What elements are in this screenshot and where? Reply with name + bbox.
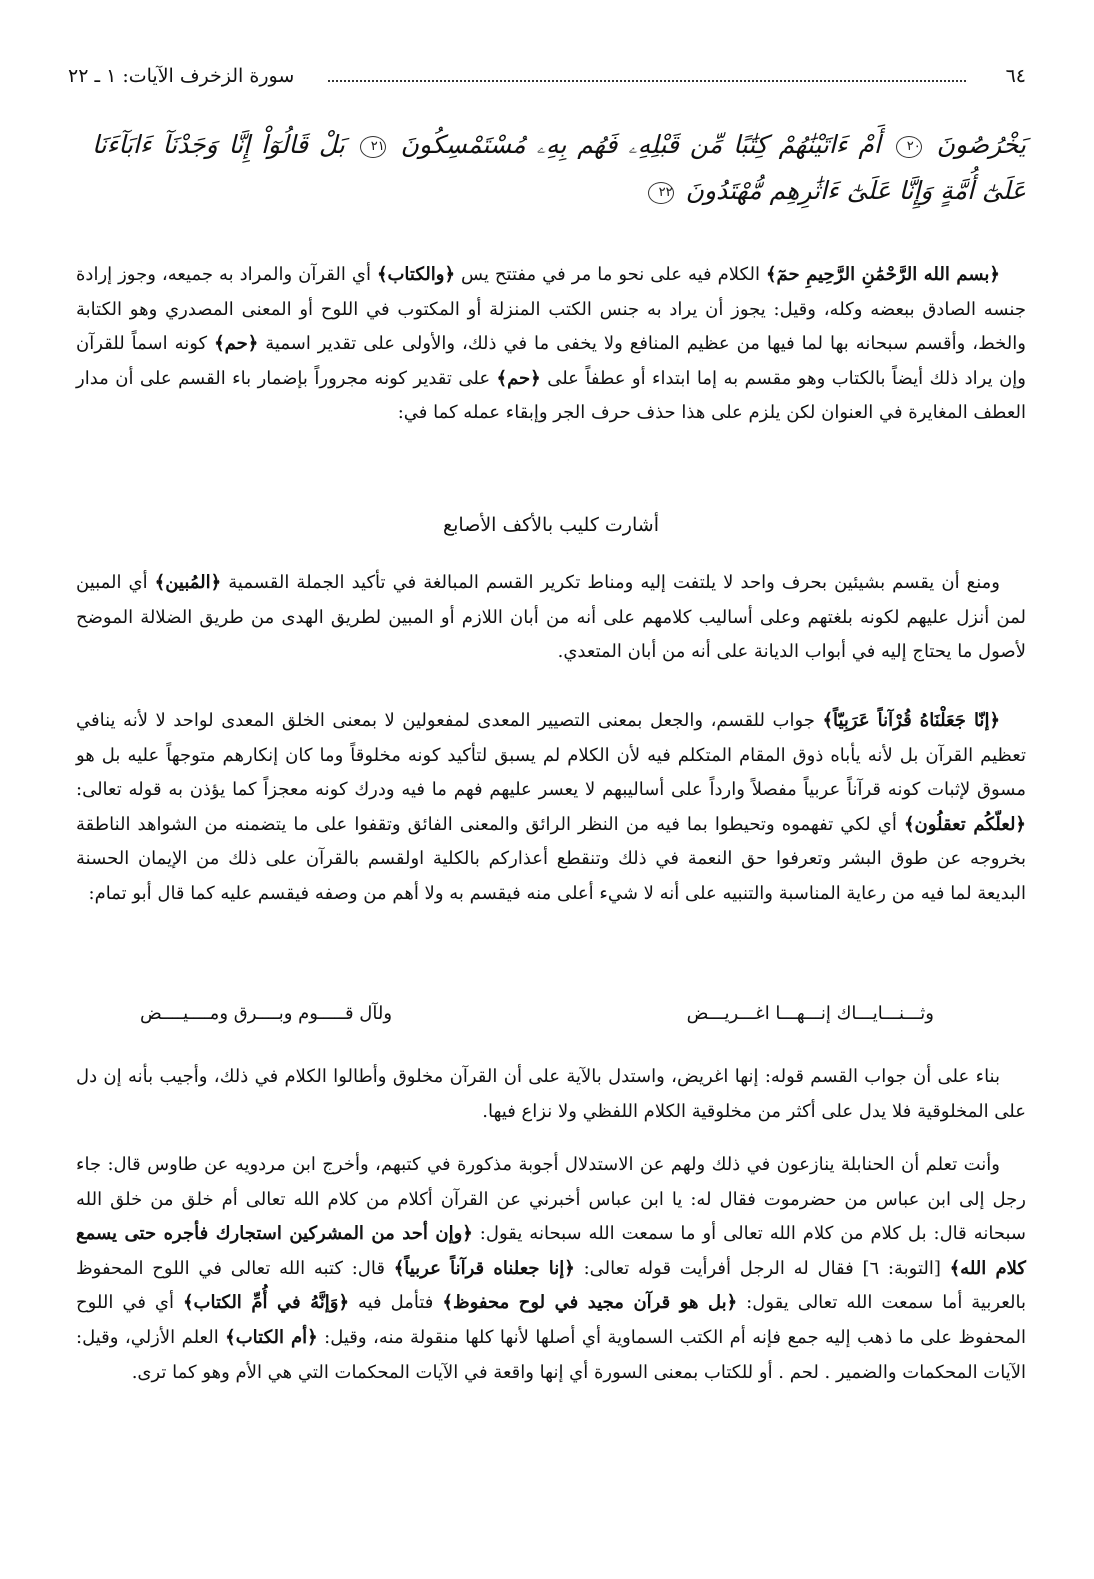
para5-text-5: أي في اللوح المحفوظ على ما ذهب إليه جمع فإنه أم الكتب السماوية أي أصلها لأنها كلها منقولة منه، وقيل: [76, 1292, 1026, 1348]
para4-text-1: بناء على أن جواب القسم قوله: إنها اغريض، واستدل بالآية على أن القرآن مخلوق وأطالوا الكلام في ذلك، وأجيب بأنه إن دل على المخلوقية فلا يدل على أكثر من مخلوقية الكلام اللفظي ولا نزاع فيها. [76, 1066, 1026, 1122]
para5-text-6: العلم الأزلي، وقيل: الآيات المحكمات والضمير . لحم . أو للكتاب بمعنى السورة أي إنها واقعة في الآيات المحكمات التي هي الأم وهو كما ترى. [76, 1326, 1026, 1383]
quote-inna-jaalnahu: ﴿إنّا جَعَلْنَاهُ قُرْآناً عَرَبِيّاً﴾ [822, 710, 1000, 731]
paragraph-4 [76, 1060, 1026, 1129]
quote-inna-jaalnahu-2: ﴿إنا جعلناه قرآناً عربياً﴾ [393, 1257, 575, 1279]
poem-second-hemistich: ولآل قـــــوم وبــــرق ومــــيــــض [140, 1003, 393, 1024]
para3-text-2: أي لكي تفهموه وتحيطوا بما فيه من النظر الرائق والمعنى الفائق وتقفوا على ما يتضمنه من الشواهد الناطقة بخروجه عن طوق البشر وتعرفوا حق النعمة في ذلك وتنقطع أعذاركم بالكلية اولقسم بالقرآن على ذلك من الإيمان الحسنة البديعة لما فيه من رعاية المناسبة والتنبيه على أنه لا شيء أعلى منه فيقسم به ولا أهم من وصفه فيقسم عليه كما قال أبو تمام: [76, 813, 1026, 904]
para5-text-3: قال: كتبه الله تعالى في اللوح المحفوظ بالعربية أما سمعت الله تعالى يقول: [76, 1257, 1026, 1314]
quote-mubin: ﴿المُبين﴾ [154, 572, 222, 593]
poem-first-hemistich: وثـــنـــايـــاك إنـــهـــا اغـــريـــض [686, 1003, 934, 1024]
para1-text-1: الكلام فيه على نحو ما مر في مفتتح يس [461, 264, 760, 285]
verse-number-20: ٢٠ [896, 136, 922, 158]
page-number: ٦٤ [1005, 65, 1026, 87]
para1-text-4: على تقدير كونه مجروراً بإضمار باء القسم على أن مدار العطف المغايرة في العنوان لكن يلزم على هذا حذف حرف الجر وإبقاء عمله كما في: [76, 367, 1026, 424]
quote-ham-2: ﴿حم﴾ [496, 367, 541, 389]
paragraph-2 [76, 566, 1026, 670]
verse-text-b: أَمْ ءَاتَيْنَٰهُمْ كِتَٰبًا مِّن قَبْلِهِۦ فَهُم بِهِۦ مُسْتَمْسِكُونَ [400, 130, 881, 159]
quote-umm-alkitab-2: ﴿أم الكتاب﴾ [225, 1326, 318, 1348]
basmala-quote: ﴿بسم الله الرَّحْمَٰنِ الرَّحِيمِ حمٓ﴾ [765, 264, 1000, 285]
para5-text-4: فتأمل فيه [357, 1292, 434, 1314]
quran-verse-block [92, 122, 1026, 214]
quote-tawba: ﴿وإن أحد من المشركين استجارك فأجره حتى يسمع كلام الله﴾ [76, 1223, 1026, 1279]
verse-text-a: يَخْرُصُونَ [936, 130, 1027, 159]
header-dotted-leader [328, 80, 966, 82]
poem-verse [120, 1003, 984, 1037]
para2-text-2: أي المبين لمن أنزل عليهم لكونه بلغتهم وعلى أساليب كلامهم على أنه من أبان اللازم أو المبين لطريق الهدى من طريق الضلالة الموضح لأصول ما يحتاج إليه في أبواب الديانة على أنه من أبان المتعدي. [76, 572, 1026, 663]
para1-text-2: أي القرآن والمراد به جميعه، وجوز إرادة جنسه الصادق ببعضه وكله، وقيل: يجوز أن يراد به جنس الكتب المنزلة أو المكتوب في اللوح أو المعنى المصدري وهو الكتابة والخط، وأقسم سبحانه بها لما فيها من عظيم المنافع ولا يخفى ما في ذلك، والأولى على تقدير اسمية [76, 264, 1026, 355]
verse-text-c: بَلْ قَالُوٓاْ إِنَّا وَجَدْنَآ ءَابَآءَنَا عَلَىٰٓ أُمَّةٍ وَإِنَّا عَلَىٰٓ ءَاثَٰرِهِم مُّهْتَدُونَ [92, 130, 1026, 205]
quote-ham-1: ﴿حم﴾ [214, 333, 259, 355]
paragraph-3 [76, 704, 1026, 912]
para1-text-3: كونه اسماً للقرآن وإن يراد ذلك أيضاً بالكتاب وهو مقسم به إما ابتداء أو عطفاً على [76, 333, 1026, 389]
verse-number-21: ٢١ [360, 136, 386, 158]
quote-laallakum: ﴿لعلّكُم تعقلُون﴾ [903, 813, 1026, 835]
verse-number-22: ٢٢ [648, 182, 674, 204]
paragraph-5 [76, 1148, 1026, 1390]
quote-umm-alkitab: ﴿وَإنَّهُ في أُمِّ الكتاب﴾ [182, 1292, 349, 1314]
quote-lawh-mahfuz: ﴿بل هو قرآن مجيد في لوح محفوظ﴾ [442, 1292, 738, 1314]
para3-text-1: جواب للقسم، والجعل بمعنى التصيير المعدى لمفعولين لا بمعنى الخلق المعدى لواحد لا لأنه ينافي تعظيم القرآن بل لأنه يأباه ذوق المقام المتكلم فيه لأن الكلام لم يسبق لتأكيد كونه مخلوقاً وما كان إنكارهم متوجهاً عليه بل هو مسوق لإثبات كونه قرآناً عربياً مفصلاً وارداً على أساليبهم لا يعسر عليهم فهم ما فيه ودرك كونه معجزاً كما يؤذن به قوله تعالى: [76, 710, 1026, 801]
para2-text-1: ومنع أن يقسم بشيئين بحرف واحد لا يلتفت إليه ومناط تكرير القسم المبالغة في تأكيد الجملة القسمية [228, 572, 1000, 593]
paragraph-1 [76, 258, 1026, 431]
quoted-hemistich: أشارت كليب بالأكف الأصابع [443, 514, 659, 536]
para5-text-1: وأنت تعلم أن الحنابلة ينازعون في ذلك ولهم عن الاستدلال أجوبة مذكورة في كتبهم، وأخرج ابن مردويه عن طاوس قال: جاء رجل إلى ابن عباس من حضرموت فقال له: يا ابن عباس أخبرني عن القرآن أكلام من كلام الله تعالى أم خلق من خلق الله سبحانه قال: بل كلام من كلام الله تعالى أو ما سمعت الله سبحانه يقول: [76, 1154, 1027, 1245]
running-title: سورة الزخرف الآيات: ١ ـ ٢٢ [68, 65, 295, 87]
quote-kitab: ﴿والكتاب﴾ [376, 264, 456, 285]
para5-text-2: [التوبة: ٦] فقال له الرجل أفرأيت قوله تعالى: [583, 1257, 941, 1279]
running-header [68, 62, 1026, 90]
